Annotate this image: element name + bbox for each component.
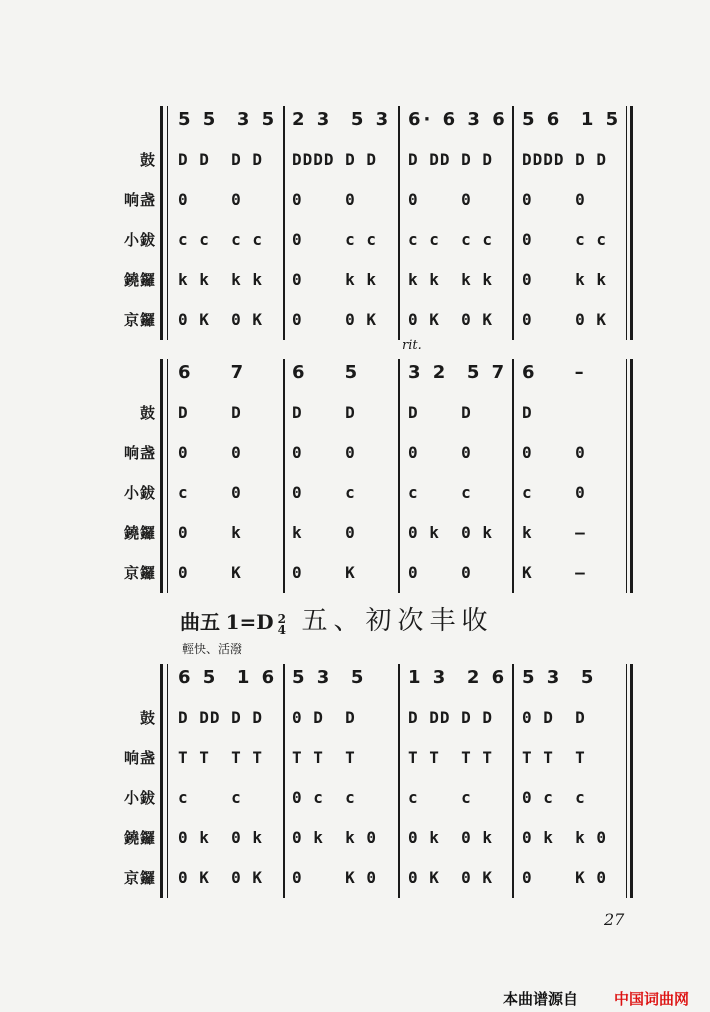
rhythm-measure: 0 0 <box>522 190 586 209</box>
instrument-row <box>0 220 710 260</box>
melody-row <box>0 100 710 140</box>
rhythm-measure: c c <box>178 788 242 807</box>
rhythm-measure: k 0 <box>292 523 356 542</box>
instrument-label: 京鑼 <box>123 564 156 582</box>
page-number: 27 <box>604 910 625 929</box>
instrument-row <box>0 180 710 220</box>
section-heading <box>180 600 494 637</box>
instrument-label: 小鈸 <box>123 789 156 807</box>
rhythm-measure: 0 k 0 k <box>408 523 494 542</box>
tempo-marking: 輕快、活潑 <box>182 642 243 656</box>
rhythm-measure: 0 c c <box>292 788 356 807</box>
section-title: 五、初次丰收 <box>301 606 494 636</box>
system-bracket <box>160 359 163 593</box>
instrument-label: 响盏 <box>123 749 156 767</box>
rhythm-measure: T T T <box>522 748 586 767</box>
rhythm-measure: c c <box>408 788 472 807</box>
rhythm-measure: k – <box>522 523 586 542</box>
rhythm-measure: D D <box>178 403 242 422</box>
rhythm-measure: 0 0 <box>408 443 472 462</box>
rhythm-measure: D DD D D <box>178 708 264 727</box>
rhythm-measure: 0 k k 0 <box>522 828 608 847</box>
instrument-row <box>0 513 710 553</box>
instrument-row <box>0 140 710 180</box>
instrument-row <box>0 433 710 473</box>
end-bar-line-thin <box>626 106 627 340</box>
melody-row <box>0 353 710 393</box>
rhythm-measure: c c c c <box>408 230 494 249</box>
rhythm-measure: k k k k <box>408 270 494 289</box>
rhythm-measure: 0 k <box>178 523 242 542</box>
rhythm-measure: 0 0 <box>408 190 472 209</box>
instrument-label: 鼓 <box>139 709 156 727</box>
rhythm-measure: 0 D D <box>292 708 356 727</box>
rhythm-measure: 0 D D <box>522 708 586 727</box>
end-bar-line <box>630 106 633 340</box>
melody-measure: 3 2 5 7 <box>408 362 508 383</box>
rhythm-measure: DDDD D D <box>292 150 378 169</box>
rhythm-measure: D D <box>408 403 472 422</box>
melody-measure: 6 – <box>522 362 587 383</box>
rhythm-measure: 0 0 <box>178 190 242 209</box>
system-bracket <box>160 106 163 340</box>
instrument-label: 小鈸 <box>123 231 156 249</box>
time-top: 2 <box>277 611 286 626</box>
rhythm-measure: K – <box>522 563 586 582</box>
instrument-row <box>0 818 710 858</box>
melody-measure: 5 3 5 <box>522 667 597 688</box>
rhythm-measure: D D <box>292 403 356 422</box>
rhythm-measure: DDDD D D <box>522 150 608 169</box>
rhythm-measure: 0 K 0 K <box>408 310 494 329</box>
rhythm-measure: 0 k k <box>292 270 378 289</box>
rhythm-measure: 0 c <box>292 483 356 502</box>
end-bar-line-thin <box>626 359 627 593</box>
rhythm-measure: 0 c c <box>522 788 586 807</box>
melody-measure: 1 3 2 6 <box>408 667 508 688</box>
rhythm-measure: c c <box>408 483 472 502</box>
melody-row <box>0 658 710 698</box>
rhythm-measure: c c c c <box>178 230 264 249</box>
instrument-row <box>0 260 710 300</box>
melody-measure: 5 3 5 <box>292 667 367 688</box>
rhythm-measure: 0 c c <box>522 230 608 249</box>
bar-line <box>398 106 400 340</box>
rhythm-measure: D <box>522 403 533 422</box>
melody-measure: 2 3 5 3 <box>292 109 392 130</box>
system-bracket-inner <box>167 106 168 340</box>
instrument-row <box>0 738 710 778</box>
bar-line <box>283 106 285 340</box>
instrument-label: 小鈸 <box>123 484 156 502</box>
instrument-row <box>0 300 710 340</box>
instrument-label: 响盏 <box>123 191 156 209</box>
bar-line <box>512 664 514 898</box>
instrument-row <box>0 393 710 433</box>
rhythm-measure: 0 c c <box>292 230 378 249</box>
rhythm-measure: 0 K 0 K <box>178 310 264 329</box>
instrument-row <box>0 778 710 818</box>
instrument-label: 鼓 <box>139 151 156 169</box>
rhythm-measure: 0 0 K <box>522 310 608 329</box>
rhythm-measure: 0 k 0 k <box>178 828 264 847</box>
section-label: 曲五 <box>180 610 220 634</box>
key-signature: 1=D <box>225 610 274 634</box>
melody-measure: 5 6 1 5 <box>522 109 622 130</box>
instrument-label: 鐃鑼 <box>123 524 156 542</box>
rhythm-measure: 0 K 0 <box>522 868 608 887</box>
instrument-label: 京鑼 <box>123 311 156 329</box>
rhythm-measure: 0 0 K <box>292 310 378 329</box>
rit-marking: rit. <box>402 338 422 353</box>
rhythm-measure: D DD D D <box>408 150 494 169</box>
instrument-label: 鐃鑼 <box>123 271 156 289</box>
instrument-row <box>0 553 710 593</box>
melody-measure: 6· 6 3 6 <box>408 109 508 130</box>
melody-measure: 6 7 <box>178 362 247 383</box>
rhythm-measure: c 0 <box>522 483 586 502</box>
end-bar-line-thin <box>626 664 627 898</box>
melody-measure: 6 5 <box>292 362 361 383</box>
instrument-row <box>0 858 710 898</box>
instrument-label: 京鑼 <box>123 869 156 887</box>
rhythm-measure: 0 k 0 k <box>408 828 494 847</box>
rhythm-measure: T T T T <box>408 748 494 767</box>
instrument-label: 响盏 <box>123 444 156 462</box>
rhythm-measure: 0 K 0 <box>292 868 378 887</box>
rhythm-measure: 0 0 <box>522 443 586 462</box>
end-bar-line <box>630 664 633 898</box>
rhythm-measure: 0 0 <box>292 443 356 462</box>
bar-line <box>512 106 514 340</box>
bar-line <box>283 359 285 593</box>
rhythm-measure: D D D D <box>178 150 264 169</box>
rhythm-measure: 0 K 0 K <box>408 868 494 887</box>
rhythm-measure: T T T T <box>178 748 264 767</box>
time-bottom: 4 <box>277 622 286 637</box>
end-bar-line <box>630 359 633 593</box>
system-bracket <box>160 664 163 898</box>
credit-site-link[interactable]: 中国词曲网 <box>614 990 690 1008</box>
rhythm-measure: k k k k <box>178 270 264 289</box>
instrument-row <box>0 473 710 513</box>
rhythm-measure: 0 k k <box>522 270 608 289</box>
system-bracket-inner <box>167 359 168 593</box>
rhythm-measure: D DD D D <box>408 708 494 727</box>
system-bracket-inner <box>167 664 168 898</box>
bar-line <box>398 664 400 898</box>
rhythm-measure: 0 K <box>292 563 356 582</box>
time-signature <box>277 611 286 637</box>
credit-source-text: 本曲谱源自 <box>503 990 579 1008</box>
rhythm-measure: T T T <box>292 748 356 767</box>
instrument-row <box>0 698 710 738</box>
rhythm-measure: 0 0 <box>292 190 356 209</box>
bar-line <box>283 664 285 898</box>
rhythm-measure: 0 0 <box>178 443 242 462</box>
rhythm-measure: 0 k k 0 <box>292 828 378 847</box>
rhythm-measure: 0 0 <box>408 563 472 582</box>
rhythm-measure: c 0 <box>178 483 242 502</box>
bar-line <box>398 359 400 593</box>
bar-line <box>512 359 514 593</box>
rhythm-measure: 0 K 0 K <box>178 868 264 887</box>
instrument-label: 鼓 <box>139 404 156 422</box>
melody-measure: 5 5 3 5 <box>178 109 278 130</box>
instrument-label: 鐃鑼 <box>123 829 156 847</box>
rhythm-measure: 0 K <box>178 563 242 582</box>
melody-measure: 6 5 1 6 <box>178 667 278 688</box>
